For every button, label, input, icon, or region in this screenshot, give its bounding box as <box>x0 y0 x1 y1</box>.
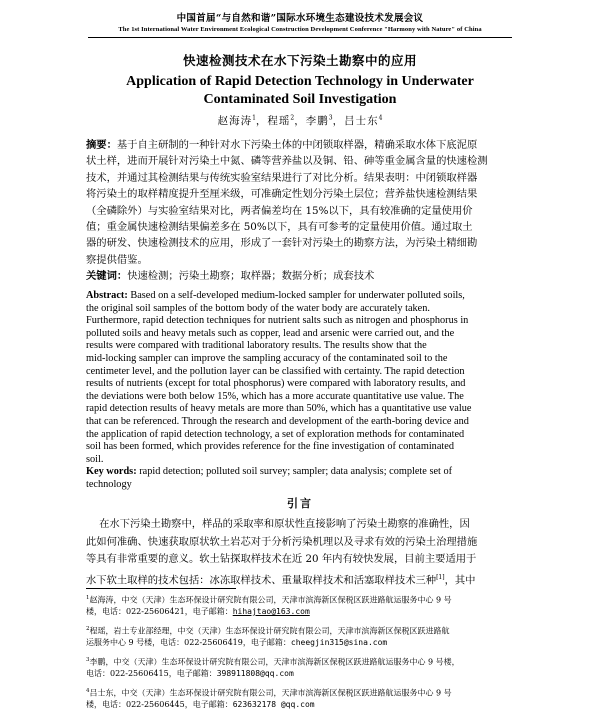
paper-title-cn: 快速检测技术在水下污染土勘察中的应用 <box>182 53 417 68</box>
abstract-en-line: that can be referenced. Through the research and development of the earth-boring device and <box>86 415 469 427</box>
keywords-en-label: Key words: <box>86 466 137 478</box>
author-list <box>0 113 600 128</box>
email-link[interactable]: 623632178 @qq.com <box>232 700 315 709</box>
paper-title-en <box>0 73 600 109</box>
keywords-en <box>86 466 526 479</box>
footnote-mark: 4 <box>86 688 90 694</box>
abstract-cn-line: 将污染土的取样精度提升至厘米级，可准确定性划分污染土层位；营养盐快速检测结果 <box>86 188 478 201</box>
footnote-text: 楼，电话：022-25606421，电子邮箱： <box>86 607 233 616</box>
intro-text: 水下软土取样的技术包括：冰冻取样技术、重量取样技术和活塞取样技术三种 <box>86 573 437 586</box>
header-rule <box>88 37 512 38</box>
intro-text: 在水下污染土勘察中，样品的采取率和原状性直接影响了污染土勘察的准确性，因 <box>99 518 470 530</box>
intro-text: ，其中 <box>444 573 476 586</box>
footnote-rule <box>86 588 236 589</box>
author-separator: ， <box>294 115 306 127</box>
section-heading-intro: 引言 <box>287 497 313 510</box>
footnote-line <box>86 591 526 605</box>
author-mark: 3 <box>328 114 333 122</box>
footnote-mark: 1 <box>86 595 90 601</box>
intro-line: 等具有非常重要的意义。软土钻探取样技术在近 20 年内有较快发展，目前主要适用于 <box>86 553 477 565</box>
footnote-mark: 3 <box>86 657 90 663</box>
footnote-line <box>86 605 526 619</box>
abstract-cn-text: 基于自主研制的一种针对水下污染土体的中闭锁取样器，精确采取水体下底泥原 <box>116 139 478 151</box>
abstract-en-line: polluted soils and heavy metals such as copper, lead and arsenic were carried out, and the <box>86 327 455 339</box>
keywords-cn-label: 关键词： <box>86 270 128 283</box>
footnote-line <box>86 653 526 667</box>
abstract-en-line: the original soil samples of the bottom body of the water body are accurately taken. <box>86 302 430 314</box>
footnote-text: 李鹏，中交（天津）生态环保设计研究院有限公司，天津市滨海新区保税区跃进路航运服务中心 9 号楼， <box>89 657 460 667</box>
footnote-mark: 2 <box>86 626 90 632</box>
abstract-en-line: results were compared with traditional laboratory results. The results show that the <box>86 340 427 352</box>
abstract-en-line: soil has been formed, which provides reference for the fine investigation of contaminated <box>86 441 454 453</box>
abstract-cn-line <box>86 137 526 153</box>
paper-title-en-line: Application of Rapid Detection Technology in Underwater <box>126 74 474 89</box>
abstract-en-line <box>86 290 526 303</box>
intro-paragraph <box>86 516 526 586</box>
keywords-en-text: rapid detection; polluted soil survey; sampler; data analysis; complete set of <box>139 466 453 478</box>
keywords-cn-text: 快速检测；污染土勘察；取样器；数据分析；成套技术 <box>127 270 375 283</box>
author-mark: 2 <box>290 114 295 122</box>
citation-link[interactable]: [1] <box>436 573 445 581</box>
abstract-en-text: Based on a self-developed medium-locked sampler for underwater polluted soils, <box>130 290 465 301</box>
email-link[interactable]: cheegjin315@sina.com <box>290 638 388 647</box>
abstract-en-line: results of nutrients (except for total phosphorus) were compared with laboratory results, and <box>86 378 466 390</box>
abstract-cn-label: 摘要： <box>86 139 117 151</box>
author-mark: 1 <box>252 114 256 122</box>
abstract-cn-line: 技术，并通过其检测结果与传统实验室结果进行了对比分析。结果表明：中闭锁取样器 <box>86 171 478 184</box>
footnote-text: 运服务中心 9 号楼，电话：022-25606419，电子邮箱： <box>86 638 291 647</box>
abstract-en-line: soil. <box>86 453 104 465</box>
author-separator: ， <box>332 115 345 127</box>
footnotes <box>86 591 526 712</box>
footnote-text: 程瑶，岩土专业部经理，中交（天津）生态环保设计研究院有限公司，天津市滨海新区保税区跃进路航 <box>89 626 450 636</box>
footnote-text: 电话：022-25606415，电子邮箱： <box>86 669 217 678</box>
author-mark: 4 <box>378 114 383 122</box>
abstract-en-line: Furthermore, rapid detection techniques for nutrient salts such as nitrogen and phosphorus in <box>86 315 469 327</box>
abstract-en-line: the application of rapid detection technology, a set of exploration methods for contaminated <box>86 428 465 440</box>
abstract-en-line: rapid detection results of heavy metals are more than 50%, which has a quantitative use value <box>86 403 472 415</box>
keywords-en-line: technology <box>86 478 132 490</box>
abstract-en-line: centimeter level, and the pollution layer can be classified with certainty. The rapid detection <box>86 365 465 377</box>
author-name: 程瑶 <box>267 115 291 127</box>
abstract-en <box>86 290 526 492</box>
footnote-line <box>86 684 526 698</box>
abstract-cn-line: 察提供借鉴。 <box>86 253 148 266</box>
intro-line: 此如何准确、快速获取原状软土岩芯对于分析污染机理以及寻求有效的污染土治理措施 <box>86 535 478 548</box>
intro-line <box>86 516 526 534</box>
paper-title-en-line: Contaminated Soil Investigation <box>203 92 397 107</box>
abstract-cn <box>86 137 526 285</box>
abstract-cn-line: 值；重金属快速检测结果偏差多在 50%以下，具有可参考的定量使用价值。通过取土 <box>86 220 473 233</box>
footnote-line <box>86 622 526 636</box>
author-name: 李鹏 <box>305 115 329 127</box>
keywords-cn <box>86 268 526 284</box>
email-link[interactable]: 398911808@qq.com <box>216 669 294 678</box>
conference-title-en: The 1st International Water Environment Ecological Construction Development Conference "Harmony with Nature" of China <box>118 26 482 33</box>
author-name: 赵海涛 <box>217 115 253 127</box>
abstract-cn-line: 器的研发、快速检测技术的应用，形成了一套针对污染土的勘察方法，为污染土精细勘 <box>86 237 478 250</box>
abstract-en-label: Abstract: <box>86 290 128 301</box>
footnote-text: 吕士东，中交（天津）生态环保设计研究院有限公司，天津市滨海新区保税区跃进路航运服务中心 9 号 <box>89 688 452 698</box>
footnote-text: 楼，电话：022-25606445，电子邮箱： <box>86 700 233 709</box>
abstract-en-line: the deviations were both below 15%, which has a more accurate quantitative use value. The <box>86 390 464 402</box>
abstract-cn-line: 状土样，进而开展针对污染土中氮、磷等营养盐以及铜、铅、砷等重金属含量的快速检测 <box>86 155 488 168</box>
author-name: 吕士东 <box>344 115 379 127</box>
footnote-text: 赵海涛，中交（天津）生态环保设计研究院有限公司，天津市滨海新区保税区跃进路航运服务中心 9 号 <box>89 595 452 605</box>
author-separator: ， <box>255 115 268 127</box>
abstract-cn-line: （全磷除外）与实验室结果对比，两者偏差均在 15%以下，具有较准确的定量使用价 <box>86 204 473 217</box>
footnote-line <box>86 667 526 681</box>
email-link[interactable]: hihajtao@163.com <box>232 607 310 616</box>
footnote-line <box>86 636 526 650</box>
footnote-line <box>86 698 526 712</box>
abstract-en-line: mid-locking sampler can improve the sampling accuracy of the contaminated soil to the <box>86 352 448 364</box>
conference-title-cn: 中国首届“与自然和谐”国际水环境生态建设技术发展会议 <box>176 13 424 24</box>
intro-line <box>86 569 526 587</box>
